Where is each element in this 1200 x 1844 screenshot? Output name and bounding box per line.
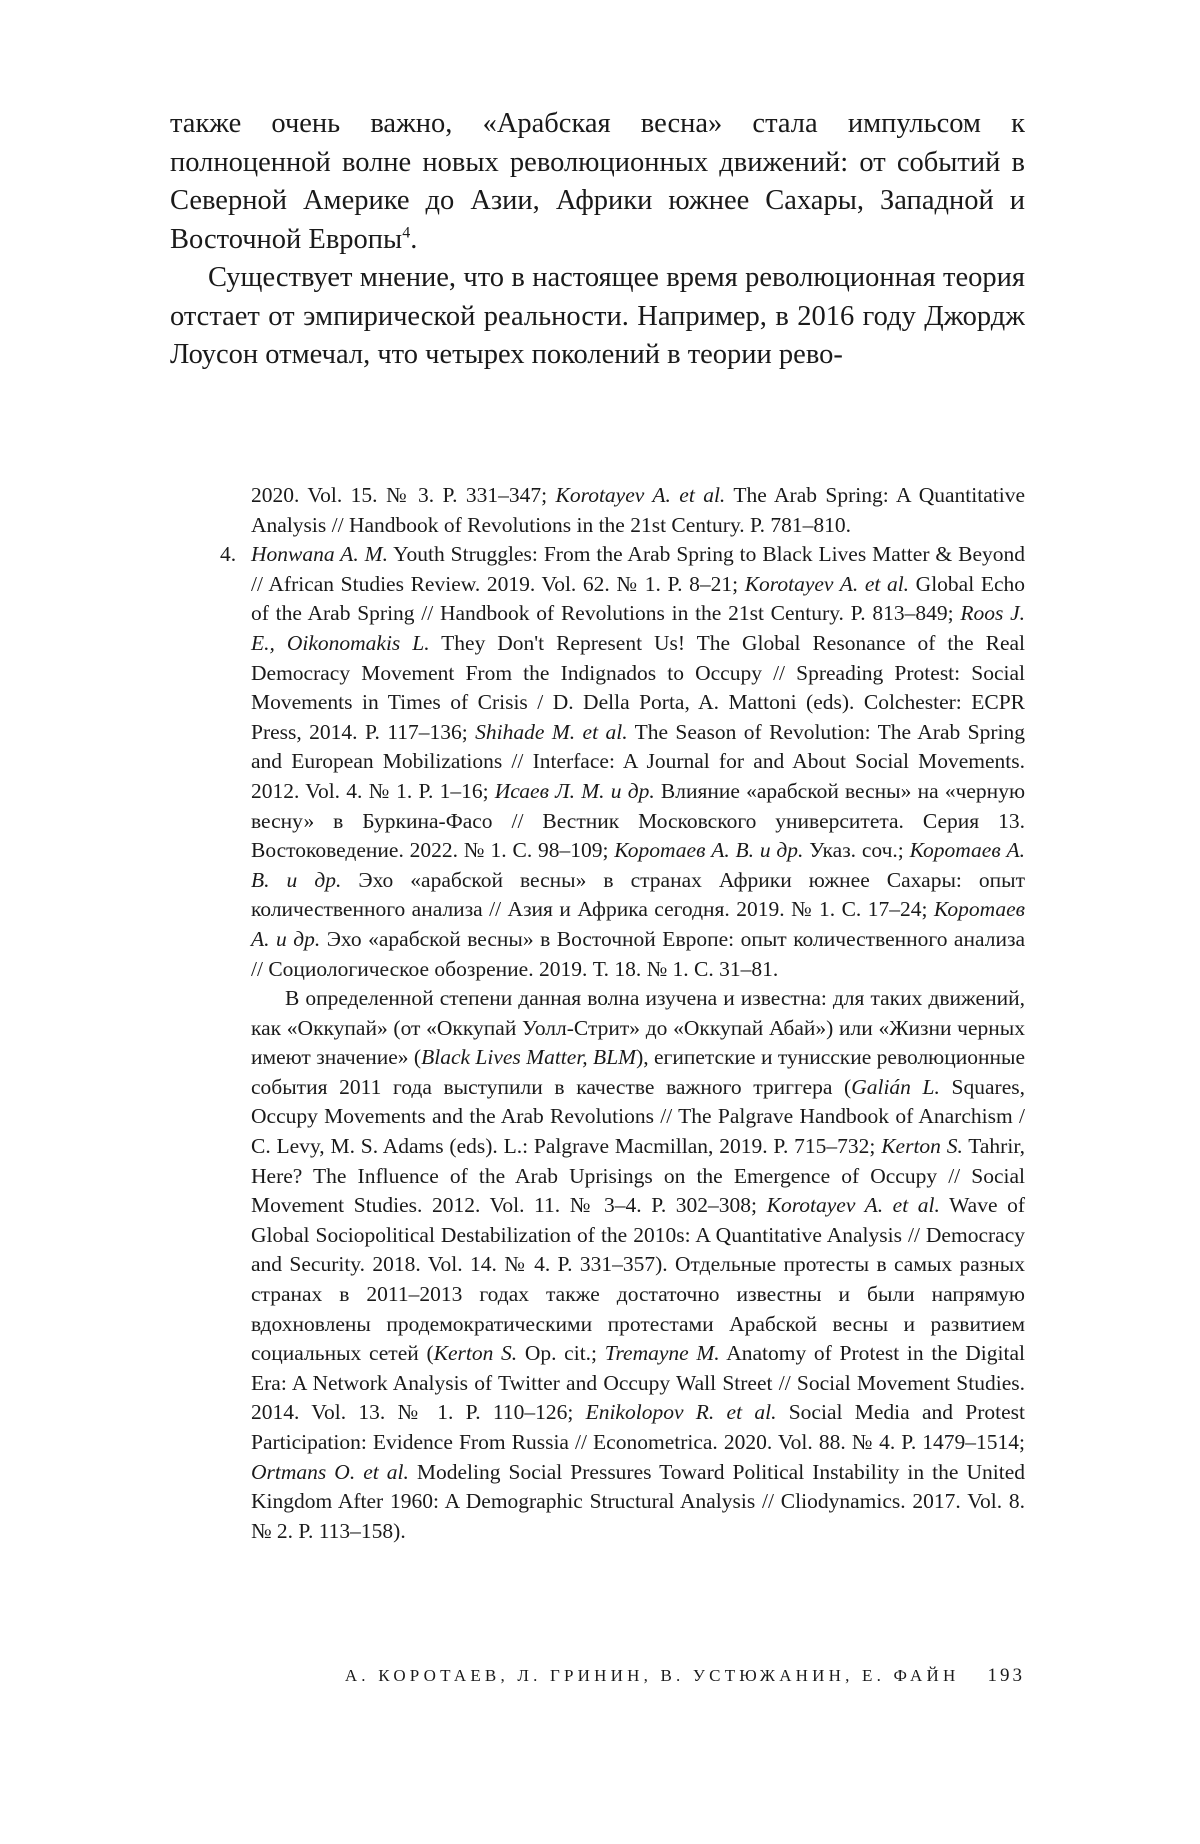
footnote-author: Ortmans O. et al. — [251, 1459, 409, 1484]
footnote-4-paragraph — [251, 984, 1025, 1546]
page-number: 193 — [987, 1665, 1025, 1686]
footnote-text: Эхо «арабской весны» в странах Африки южнее Сахары: опыт количественного анализа // Азия и Африка сегодня. 2019. № 1. С. 17–24; — [251, 867, 1025, 922]
footnote-author: Korotayev A. et al. — [766, 1193, 940, 1218]
footnote-ref-4: 4 — [402, 224, 411, 241]
footnote-text: Global Echo of the Arab Spring // Handbook of Revolutions in the 21st Century. P. 813–849; — [251, 571, 1025, 626]
footnote-author: Kerton S. — [433, 1341, 518, 1366]
footnote-author: Korotayev A. et al. — [555, 483, 726, 507]
footnote-text: 2020. Vol. 15. № 3. P. 331–347; — [251, 483, 556, 507]
footnote-text: Squares, Occupy Movements and the Arab Revolutions // The Palgrave Handbook of Anarchism / C. Levy, M. S. Adams (eds). L.: Palgrave Macmillan, 2019. P. 715–732; — [251, 1074, 1026, 1159]
footnote-text: Social Media and Protest Participation: Evidence From Russia // Econometrica. 2020. Vol. 88. № 4. P. 1479–1514; — [251, 1400, 1025, 1454]
footnote-continuation — [251, 481, 1025, 540]
footnote-author: Honwana A. M. — [251, 542, 388, 567]
footnote-text: Эхо «арабской весны» в Восточной Европе: опыт количественного анализа // Социологическое обозрение. 2019. Т. 18. № 1. С. 31–81. — [251, 926, 1025, 981]
footnote-author: Shihade M. et al. — [475, 719, 628, 744]
footnote-text: ), египетские и тунисские революционные события 2011 года выступили в качестве важного триггера ( — [251, 1045, 1025, 1099]
running-head: А. КОРОТАЕВ, Л. ГРИНИН, В. УСТЮЖАНИН, Е. ФАЙН — [344, 1666, 960, 1685]
footnote-author: Korotayev A. et al. — [744, 571, 910, 596]
footnote-author: Kerton S. — [881, 1134, 963, 1159]
footnote-author: Коротаев А. и др. — [251, 897, 1025, 951]
footnote-text: Op. cit.; — [517, 1341, 605, 1366]
footnote-author: Исаев Л. М. и др. — [494, 778, 655, 803]
main-paragraph-1-text: также очень важно, «Арабская весна» стала импульсом к полноценной волне новых революционных движений: от событий в Северной Америке до Азии, Африки южнее Сахары, Западной и Восточной Европы — [170, 108, 1025, 255]
page-footer — [170, 1665, 1025, 1687]
footnote-author: Roos J. E., Oikonomakis L. — [251, 601, 1026, 655]
footnotes — [220, 481, 1026, 1546]
footnote-4 — [220, 540, 1026, 984]
main-paragraph-1 — [170, 105, 1025, 259]
footnote-text: Anatomy of Protest in the Digital Era: A Network Analysis of Twitter and Occupy Wall Street // Social Movement Studies. 2014. Vol. 13. № 1. P. 110–126; — [251, 1341, 1025, 1425]
footnote-text: Modeling Social Pressures Toward Political Instability in the United Kingdom After 1960: A Demographic Structural Analysis // Cliodynamics. 2017. Vol. 8. № 2. P. 113–158). — [251, 1459, 1025, 1543]
footnote-text: В определенной степени данная волна изучена и известна: для таких движений, как «Оккупай» (от «Оккупай Уолл-Стрит» до «Оккупай Абай») или «Жизни черных имеют значение» ( — [251, 986, 1025, 1070]
footnote-author: Enikolopov R. et al. — [585, 1400, 777, 1425]
footnote-text: Tahrir, Here? The Influence of the Arab Uprisings on the Emergence of Occupy // Social Movement Studies. 2012. Vol. 11. № 3–4. P. 302–308; — [251, 1134, 1025, 1218]
footnote-number: 4. — [220, 542, 237, 567]
footnote-italic-term: Black Lives Matter, BLM — [421, 1045, 637, 1070]
main-paragraph-1-end: . — [410, 223, 418, 255]
footnote-text: The Season of Revolution: The Arab Spring and European Mobilizations // Interface: A Journal for and About Social Movements. 2012. Vol. 4. № 1. P. 1–16; — [251, 719, 1025, 803]
footnote-author: Коротаев А. В. и др. — [614, 838, 804, 863]
footnote-text: The Arab Spring: A Quantitative Analysis // Handbook of Revolutions in the 21st Century. P. 781–810. — [251, 483, 1025, 537]
footnote-text: They Don't Represent Us! The Global Resonance of the Real Democracy Movement From the Indignados to Occupy // Spreading Protest: Social Movements in Times of Crisis / D. Della Porta, A. Mattoni (eds). Colchester: ECPR Press, 2014. P. 117–136; — [251, 630, 1025, 744]
footnote-author: Tremayne M. — [604, 1341, 720, 1366]
footnote-author: Коротаев А. В. и др. — [251, 838, 1025, 892]
footnote-text: Указ. соч.; — [803, 838, 910, 863]
footnote-text: Влияние «арабской весны» на «черную весну» в Буркина-Фасо // Вестник Московского университета. Серия 13. Востоковедение. 2022. № 1. С. 98–109; — [251, 778, 1025, 863]
footnote-text: Youth Struggles: From the Arab Spring to Black Lives Matter & Beyond // African Studies Review. 2019. Vol. 62. № 1. P. 8–21; — [251, 542, 1025, 596]
footnote-author: Galián L. — [851, 1074, 940, 1099]
footnote-text: Wave of Global Sociopolitical Destabilization of the 2010s: A Quantitative Analysis // Democracy and Security. 2018. Vol. 14. № 4. P. 331–357). Отдельные протесты в самых разных странах в 2011–2013 годах также достаточно известны и были напрямую вдохновлены продемократическими протестами Арабской весны и развитием социальных сетей ( — [251, 1193, 1025, 1366]
main-paragraph-2: Существует мнение, что в настоящее время революционная теория отстает от эмпирической реальности. Например, в 2016 году Джордж Лоусон отмечал, что четырех поколений в теории рево- — [170, 262, 1025, 370]
main-text — [170, 105, 1025, 375]
